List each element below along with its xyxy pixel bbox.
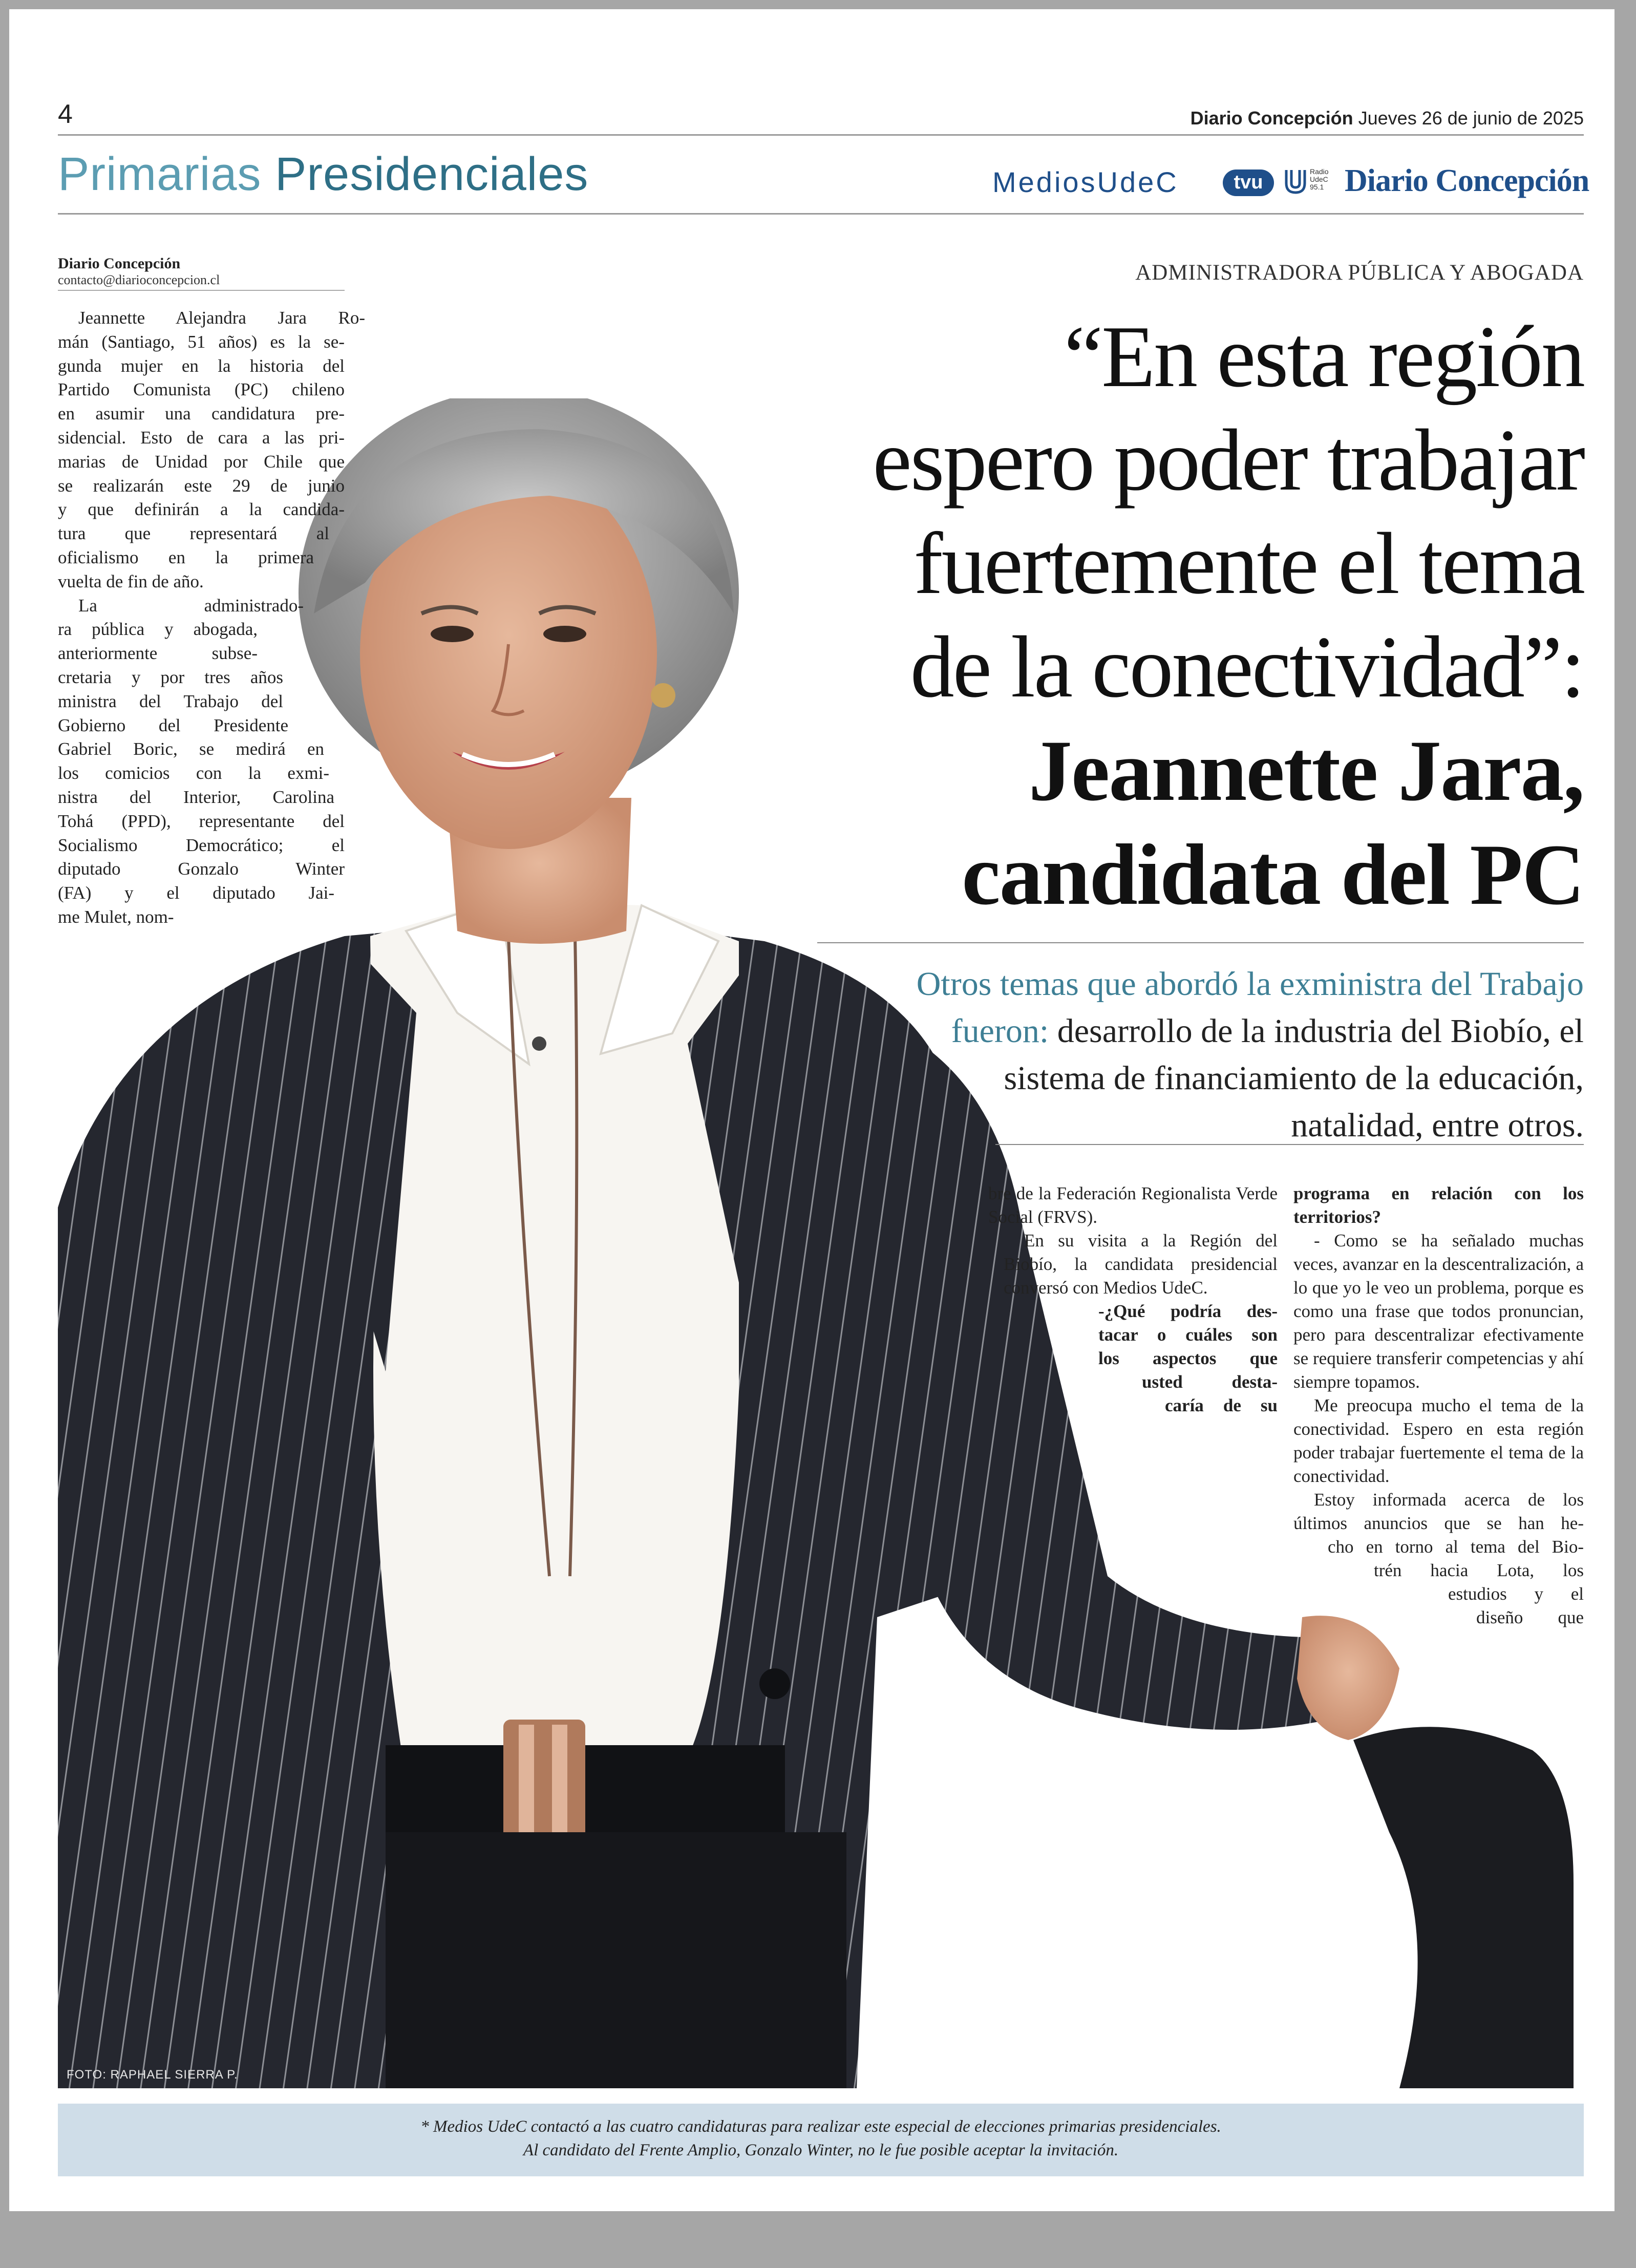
tvu-text: tvu <box>1234 172 1263 193</box>
headline-bold-line: Jeannette Jara, <box>1028 723 1584 819</box>
column-1-paragraph-1 <box>58 306 365 594</box>
column-3-answer-1: - Como se ha señalado muchas veces, avanzar en la descentralización, a lo que yo le veo un problema, porque es como una frase que todos pronuncian, pero para descentralizar efectivamente se requiere transferir competencias y ahí siempre topamos. <box>1293 1231 1584 1392</box>
subhead-rule <box>995 1144 1584 1145</box>
newspaper-page <box>9 9 1614 2211</box>
column-1-p1-line: en asumir una candidatura pre- <box>58 404 345 424</box>
column-1-p1-line: gunda mujer en la historia del <box>58 355 345 376</box>
column-1-p2-line: anteriormente subse- <box>58 643 258 664</box>
column-2-question-line: tacar o cuáles son <box>1098 1325 1278 1345</box>
byline-rule <box>58 290 345 291</box>
column-1-p1-line: oficialismo en la primera <box>58 547 314 567</box>
newspaper-name: Diario Concepción <box>1190 108 1353 129</box>
column-1-p1-line: mán (Santiago, 51 años) es la se- <box>58 331 345 352</box>
column-2-question <box>988 1300 1278 1417</box>
column-2-question-line: usted desta- <box>1142 1372 1278 1392</box>
footer-line-1: * Medios UdeC contactó a las cuatro candidaturas para realizar este especial de elecciones primarias presidenciales. <box>420 2117 1221 2136</box>
header-rule-bottom <box>58 213 1584 215</box>
headline-line: fuertemente el tema <box>913 515 1584 612</box>
column-1-p1-line: sidencial. Esto de cara a las pri- <box>58 427 345 448</box>
byline-name: Diario Concepción <box>58 255 181 272</box>
column-1-p2-line: me Mulet, nom- <box>58 906 174 927</box>
kicker: ADMINISTRADORA PÚBLICA Y ABOGADA <box>1135 261 1584 285</box>
column-3-question <box>1293 1182 1584 1229</box>
column-1-p1-line: y que definirán a la candida- <box>58 499 345 520</box>
column-1-p2-line: Gabriel Boric, se medirá en <box>58 739 324 759</box>
byline-email: contacto@diarioconcepcion.cl <box>58 272 220 287</box>
column-1-p2-line: diputado Gonzalo Winter <box>58 859 345 879</box>
column-3-answer-2: Me preocupa mucho el tema de la conectividad. Espero en esta región poder trabajar fuertemente el tema de la conectividad. <box>1293 1395 1584 1486</box>
byline <box>58 255 345 288</box>
radio-label-2: UdeC <box>1310 175 1328 183</box>
column-2 <box>988 1182 1278 1417</box>
issue-date: Jueves 26 de junio de 2025 <box>1358 108 1584 129</box>
radio-udec-logo <box>1284 168 1351 199</box>
column-1-p2-line: nistra del Interior, Carolina <box>58 787 334 807</box>
column-1-p2-line: ministra del Trabajo del <box>58 691 283 711</box>
photo-credit: FOTO: RAPHAEL SIERRA P. <box>67 2068 238 2082</box>
medios-udec-logo: MediosUdeC <box>992 166 1179 198</box>
column-1-p2-line: Gobierno del Presidente <box>58 715 288 735</box>
radio-label-3: 95.1 <box>1310 183 1324 191</box>
section-title-bold: Presidenciales <box>275 148 589 200</box>
column-1-p1-line: se realizarán este 29 de junio <box>58 475 345 496</box>
page-number: 4 <box>58 99 73 129</box>
masthead-date-line <box>1191 108 1584 129</box>
column-1-p1-line: vuelta de fin de año. <box>58 571 204 591</box>
headline-bold-line: candidata del PC <box>962 826 1584 923</box>
column-1-p2-line: ra pública y abogada, <box>58 619 258 640</box>
column-3-answer-3-line: diseño que <box>1476 1607 1584 1627</box>
subhead-highlight: Otros temas que abordó la exministra del Trabajo fueron: <box>916 965 1584 1050</box>
column-2-question-line: los aspectos que <box>1098 1348 1278 1368</box>
column-1-p1-line: marias de Unidad por Chile que <box>58 451 345 472</box>
column-1-p1-line: Partido Comunista (PC) chileno <box>58 379 345 400</box>
radio-udec-icon <box>1284 168 1307 196</box>
column-1 <box>58 306 365 929</box>
column-3-question-line: territorios? <box>1293 1207 1382 1227</box>
header-rule-top <box>58 134 1584 136</box>
radio-label-1: Radio <box>1310 167 1329 176</box>
column-1-p2-line: los comicios con la exmi- <box>58 763 329 783</box>
column-3-answer-3-line: trén hacia Lota, los <box>1374 1560 1584 1580</box>
column-3-question-line: programa en relación con los <box>1293 1183 1584 1203</box>
footer-note <box>58 2104 1584 2176</box>
column-3-answer-3 <box>1293 1488 1584 1629</box>
column-2-question-line: -¿Qué podría des- <box>1098 1301 1278 1321</box>
column-1-p2-line: cretaria y por tres años <box>58 667 283 687</box>
column-2-paragraph-2: En su visita a la Región del Biobío, la candidata presidencial conversó con Medios UdeC. <box>1004 1231 1278 1298</box>
column-3 <box>1293 1182 1584 1629</box>
headline-line: “En esta región <box>1064 308 1584 406</box>
column-1-p2-line: (FA) y el diputado Jai- <box>58 883 334 903</box>
headline <box>662 305 1584 927</box>
section-title <box>58 147 588 201</box>
column-3-answer-3-line: estudios y el <box>1448 1584 1584 1604</box>
diario-concepcion-logo: Diario Concepción <box>1345 163 1589 198</box>
column-1-paragraph-2 <box>58 594 365 929</box>
column-3-answer-3-line: Estoy informada acerca de los <box>1314 1490 1584 1510</box>
column-1-p2-line: La administrado- <box>78 595 304 616</box>
column-1-p1-line: tura que representará al <box>58 523 329 544</box>
column-2-question-line: caría de su <box>1165 1395 1278 1415</box>
column-1-p2-line: Tohá (PPD), representante del <box>58 811 345 831</box>
headline-rule <box>817 942 1584 943</box>
column-3-answer-3-line: cho en torno al tema del Bio- <box>1328 1537 1584 1557</box>
column-2-paragraph-1: bre de la Federación Regionalista Verde Social (FRVS). <box>988 1183 1278 1227</box>
column-3-answer-3-line: últimos anuncios que se han he- <box>1293 1513 1584 1533</box>
tvu-logo <box>1223 169 1274 196</box>
subhead-text: desarrollo de la industria del Biobío, el sistema de financiamiento de la educación, natalidad, entre otros. <box>1004 1012 1584 1144</box>
footer-line-2: Al candidato del Frente Amplio, Gonzalo Winter, no le fue posible aceptar la invitación. <box>523 2141 1119 2159</box>
column-1-p1-line: Jeannette Alejandra Jara Ro- <box>78 308 365 328</box>
column-1-p2-line: Socialismo Democrático; el <box>58 835 345 855</box>
headline-line: de la conectividad”: <box>910 619 1584 716</box>
subhead <box>880 961 1584 1149</box>
section-title-light: Primarias <box>58 148 262 200</box>
headline-line: espero poder trabajar <box>873 412 1584 509</box>
